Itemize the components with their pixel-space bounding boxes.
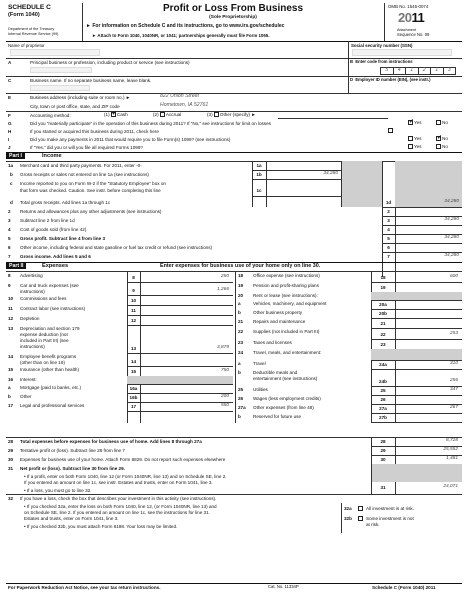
expense-line-num: 23 [238, 339, 244, 345]
expense-line-label: Deductible meals and [253, 369, 298, 375]
expense-line-num: a [238, 360, 241, 366]
expense-line-num: b [238, 369, 241, 375]
line-31-instruction-1b: If you entered an amount on line 1c, see instr. Estates and trusts, enter on Form 1041, line 3. [24, 480, 213, 485]
expense-line-box: 12 [130, 318, 137, 324]
expense-amount-field[interactable]: 250 [220, 274, 229, 280]
line-32-instruction-2: • If you checked 32b, you must attach Form 6198. Your loss may be limited. [24, 524, 178, 529]
line-6-box: 6 [387, 245, 390, 250]
expense-amount-field[interactable]: 750 [220, 367, 229, 373]
info-line-1: ► For information on Schedule C and its instructions, go to www.irs.gov/schedulec [86, 23, 285, 29]
line-1b-num: b [10, 172, 13, 177]
line-28-num: 28 [8, 439, 14, 444]
line-2-label: Returns and allowances plus any other adjustments (see instructions) [20, 209, 162, 214]
line-32b-label-1: Some investment is not [366, 516, 414, 521]
line-i-yes[interactable]: Yes [408, 136, 422, 141]
expense-line-box: 22 [380, 331, 386, 337]
dept-line-1: Department of the Treasury [8, 27, 55, 31]
expense-line-label: Utilities [253, 386, 268, 392]
ssn-field[interactable] [352, 49, 452, 56]
line-32-instruction-1c: Estates and trusts, enter on Form 1041, line 3. [24, 516, 119, 521]
expense-line-label: Insurance (other than health) [20, 366, 79, 372]
line-31-box: 31 [380, 485, 386, 490]
business-code-boxes[interactable] [380, 67, 456, 75]
line-30-num: 30 [8, 457, 14, 462]
line-32b-label-2: at risk. [366, 522, 380, 527]
line-3-box: 3 [387, 218, 390, 223]
line-31-instruction-1: • If a profit, enter on both Form 1040, line 12 (or Form 1040NR, line 13) and on Schedule SE, line 2. [24, 474, 227, 479]
city-state-zip-field[interactable]: Hometown, IA 52761 [160, 102, 209, 108]
principal-business-field[interactable] [30, 67, 92, 73]
expense-line-label-cont: (other than on line 19) [20, 359, 65, 365]
expense-line-label: Pension and profit-sharing plans [253, 283, 319, 289]
business-address-field[interactable]: 822 Union Street [160, 93, 199, 99]
expense-line-num: 10 [8, 296, 14, 302]
line-29-label: Tentative profit or (loss). Subtract line 28 from line 7 [20, 448, 125, 453]
line-32a-label: All investment is at risk. [366, 506, 414, 511]
expense-line-box: 27a [379, 406, 387, 412]
line-5-num: 5 [8, 236, 11, 241]
expense-amount-field[interactable]: 253 [449, 330, 458, 336]
expense-line-box: 13 [130, 345, 137, 351]
expense-amount-field[interactable]: 310 [449, 360, 458, 366]
expense-line-num: 14 [8, 353, 14, 359]
line-1a-num: 1a [8, 163, 14, 168]
expense-line-num: 9 [8, 283, 11, 289]
expense-line-num: a [8, 384, 11, 390]
form-title: Profit or Loss From Business [162, 3, 304, 14]
line-f-label: Accounting method: [30, 113, 71, 118]
line-e-label-2: City, town or post office, state, and ZIP code [30, 104, 120, 109]
expense-line-label-cont: included in Part III) (see [20, 338, 69, 344]
code-digit: 4 [394, 68, 407, 74]
expense-line-label: Commissions and fees [20, 296, 67, 302]
checkbox-icon [408, 136, 413, 141]
expense-line-label: Employee benefit programs [20, 353, 77, 359]
line-6-num: 6 [8, 245, 11, 250]
checkbox-icon[interactable] [358, 506, 363, 511]
tax-year: 2011 [398, 10, 425, 25]
line-29-box: 29 [380, 448, 386, 453]
expense-line-num: 19 [238, 283, 244, 289]
expense-line-num: 13 [8, 326, 14, 332]
line-5-box: 5 [387, 236, 390, 241]
line-1d-amount[interactable]: 34,280 [444, 199, 459, 204]
line-g-label: Did you “materially participate” in the operation of this business during 2011? If “No,” see instructions for limit on losses [30, 121, 271, 126]
line-e-label-1: Business address (including suite or room no.) ► [30, 95, 131, 100]
expense-amount-field[interactable]: 600 [449, 274, 458, 280]
line-1c-box: 1c [256, 188, 262, 193]
checkbox-icon [214, 112, 219, 117]
line-31-instruction-2: • If a loss, you must go to line 32. [24, 488, 92, 493]
expense-line-label: Travel [253, 360, 266, 366]
expense-amount-field[interactable]: 347 [449, 386, 458, 392]
line-29-amount[interactable]: 25,552 [443, 447, 458, 452]
expense-line-num: b [238, 414, 241, 420]
line-32b-box: 32b [344, 516, 352, 521]
expense-line-label: Repairs and maintenance [253, 319, 306, 325]
line-g-no[interactable]: No [436, 120, 448, 125]
line-29-num: 29 [8, 448, 14, 453]
expense-line-label: Taxes and licenses [253, 339, 292, 345]
line-30-amount[interactable]: 1,481 [445, 456, 458, 461]
expense-line-num: 12 [8, 316, 14, 322]
expense-line-label: Rent or lease (see instructions): [253, 293, 318, 299]
proprietor-name-label: Name of proprietor [8, 43, 45, 48]
line-a-letter: A [8, 60, 12, 65]
expense-line-num: 11 [8, 306, 13, 312]
expense-line-label: Supplies (not included in Part III) [253, 329, 320, 335]
expense-line-label: Depreciation and section 179 [20, 326, 80, 332]
accounting-cash-option[interactable]: (1) ✓ Cash [104, 112, 128, 117]
line-30-label: Expenses for business use of your home. Attach Form 8829. Do not report such expenses elsewhere [20, 457, 226, 462]
part-2-instruction: Enter expenses for business use of your home only on line 30. [160, 263, 321, 269]
line-5-label: Gross profit. Subtract line 4 from line 3 [20, 236, 106, 241]
part-1-header: Part I [6, 153, 25, 160]
expense-line-num: 25 [238, 386, 244, 392]
line-1b-amount[interactable]: 34,280 [323, 171, 338, 176]
expense-line-label: Other [20, 393, 32, 399]
checkbox-icon[interactable] [358, 516, 363, 521]
expense-line-num: 27a [238, 405, 246, 411]
line-32-label: If you have a loss, check the box that describes your investment in this activity (see instructions). [20, 496, 217, 501]
line-h-label: If you started or acquired this business during 2011, check here [30, 129, 159, 134]
line-7-num: 7 [8, 254, 11, 259]
footer-notice: For Paperwork Reduction Act Notice, see your tax return instructions. [8, 585, 161, 590]
expense-line-label-cont: instructions) [20, 344, 45, 350]
code-digit: 5 [381, 68, 394, 74]
line-6-label: Other income, including federal and state gasoline or fuel tax credit or refund (see instructions) [20, 245, 213, 250]
line-i-letter: I [8, 137, 10, 142]
expense-line-num: 24 [238, 349, 244, 355]
line-1d-box: 1d [385, 200, 392, 205]
footer-form-id: Schedule C (Form 1040) 2011 [372, 585, 436, 590]
expense-line-box: 20b [379, 311, 387, 317]
expense-line-box: 19 [380, 285, 386, 291]
sequence-number: Sequence No. 09 [397, 32, 430, 37]
line-7-amount[interactable]: 34,280 [444, 253, 459, 258]
line-32a-box: 32a [344, 506, 352, 511]
line-2-box: 2 [387, 209, 390, 214]
expense-line-num: b [238, 310, 241, 316]
line-i-no[interactable]: ✓ No [436, 136, 448, 141]
expense-line-num: a [238, 301, 241, 307]
expense-line-box: 16a [129, 385, 138, 391]
expense-line-box: 18 [380, 275, 386, 281]
expense-line-label: Vehicles, machinery, and equipment [253, 301, 327, 307]
expense-amount-field[interactable]: 267 [449, 405, 458, 411]
line-1a-label: Merchant card and third party payments. For 2011, enter -0- [20, 163, 142, 168]
expense-line-label: Travel, meals, and entertainment: [253, 349, 322, 355]
checkbox-icon [111, 112, 116, 117]
line-5-amount[interactable]: 34,280 [444, 235, 459, 240]
part-2-title: Expenses [42, 263, 69, 269]
expense-line-label: Mortgage (paid to banks, etc.) [20, 384, 82, 390]
schedule-label: SCHEDULE C [8, 4, 51, 11]
expense-line-num: 15 [8, 366, 14, 372]
form-label: (Form 1040) [8, 12, 40, 18]
expense-line-label: Advertising [20, 273, 43, 278]
line-j-letter: J [8, 145, 11, 150]
line-h-letter: H [8, 129, 12, 134]
expense-line-num: 16 [8, 376, 14, 382]
expense-line-box: 9 [132, 288, 135, 294]
expense-line-box: 11 [131, 308, 136, 314]
expense-line-box: 21 [380, 321, 386, 327]
line-g-letter: G [8, 121, 12, 126]
expense-line-label: Car and truck expenses (see [20, 283, 79, 289]
line-1c-label-1: Income reported to you on Form W-2 if the “Statutory Employee” box on [20, 181, 166, 186]
line-1b-box: 1b [256, 172, 262, 177]
line-c-label: Business name. If no separate business name, leave blank. [30, 78, 152, 83]
expense-line-box: 14 [130, 358, 137, 364]
line-1c-label-2: that form was checked. Caution. See instr. before completing this line [20, 188, 161, 193]
expense-amount-field[interactable]: 3,879 [216, 344, 229, 350]
expense-line-num: 17 [8, 403, 14, 409]
expense-line-num: 21 [238, 319, 244, 325]
expense-line-box: 26 [380, 397, 386, 403]
expense-line-label: Depletion [20, 316, 40, 322]
footer-cat-no: Cat. No. 11334P [268, 584, 299, 589]
expense-line-box: 10 [130, 298, 137, 304]
expense-line-num: 8 [8, 273, 11, 278]
checkbox-icon [436, 136, 441, 141]
expense-amount-field[interactable]: 550 [220, 403, 229, 409]
line-4-label: Cost of goods sold (from line 42) [20, 227, 87, 232]
expense-line-box: 27b [379, 415, 387, 421]
expense-line-box: 24a [379, 361, 387, 367]
line-28-amount[interactable]: 8,728 [445, 438, 458, 443]
expense-line-label: Wages (less employment credits) [253, 395, 321, 401]
line-1a-box: 1a [256, 163, 262, 168]
dept-line-2: Internal Revenue Service (99) [8, 32, 59, 36]
line-1c-num: c [10, 181, 13, 186]
line-i-label: Did you make any payments in 2011 that would require you to file Form(s) 1099? (see instructions) [30, 137, 231, 142]
part-1-title: Income [42, 153, 62, 159]
code-digit: 2 [419, 68, 432, 74]
expense-line-box: 16b [129, 395, 138, 401]
line-3-label: Subtract line 2 from line 1d [20, 218, 75, 223]
omb-number: OMB No. 1545-0074 [388, 4, 429, 9]
code-digit: 1 [431, 68, 444, 74]
expense-line-label: Other business property [253, 310, 303, 316]
line-1d-label: Total gross receipts. Add lines 1a through 1c [20, 200, 111, 205]
code-digit: 1 [406, 68, 419, 74]
form-subtitle: (Sole Proprietorship) [209, 15, 257, 20]
line-32-instruction-1: • If you checked 32a, enter the loss on both Form 1040, line 12, (or Form 1040NR, line 13) and [24, 504, 217, 509]
line-j-yes[interactable]: Yes [408, 144, 422, 149]
expense-line-box: 20a [379, 302, 387, 308]
line-28-box: 28 [380, 439, 386, 444]
line-e-letter: E [8, 95, 12, 100]
proprietor-name-field[interactable] [10, 49, 100, 56]
checkbox-icon [436, 144, 441, 149]
checkbox-icon [436, 120, 441, 125]
line-g-yes[interactable]: ✓ Yes [408, 120, 422, 125]
expense-amount-field[interactable]: 256 [449, 377, 458, 383]
expense-line-label: Contract labor (see instructions) [20, 306, 86, 312]
expense-line-box: 24b [379, 378, 387, 384]
expense-line-label-cont: expense deduction (not [20, 332, 68, 338]
line-7-box: 7 [387, 254, 390, 259]
line-d-label: D Employer ID number (EIN), (see instr.) [350, 77, 431, 82]
expense-line-box: 23 [380, 341, 386, 347]
line-4-num: 4 [8, 227, 11, 232]
expense-line-num: b [8, 393, 11, 399]
expense-line-label-cont: instructions) [20, 289, 45, 295]
attachment-label: Attachment [397, 28, 417, 32]
line-30-box: 30 [380, 457, 386, 462]
expense-line-label: Reserved for future use [253, 414, 302, 420]
info-line-2: ► Attach to Form 1040, 1040NR, or 1041; partnerships generally must file Form 1065. [92, 33, 270, 38]
line-a-label: Principal business or profession, including product or service (see instructions) [30, 60, 190, 65]
part-2-header: Part II [6, 263, 26, 270]
expense-line-num: 20 [238, 293, 244, 299]
expense-line-label: Legal and professional services [20, 403, 85, 409]
line-1b-label: Gross receipts or sales not entered on line 1a (see instructions) [20, 172, 149, 177]
line-1d-num: d [10, 200, 13, 205]
accounting-accrual-option[interactable]: (2) Accrual [153, 112, 182, 117]
line-b-label: B Enter code from instructions [350, 59, 413, 64]
line-32-instruction-1b: on Schedule SE, line 2. If you entered an amount on line 1c, see the instructions for line 31. [24, 510, 210, 515]
line-3-amount[interactable]: 34,280 [444, 217, 459, 222]
expense-line-num: 22 [238, 329, 244, 335]
expense-line-label-cont: entertainment (see instructions) [253, 375, 318, 381]
expense-line-label: Interest: [20, 376, 37, 382]
expense-line-box: 8 [132, 275, 135, 281]
expense-line-box: 17 [130, 404, 137, 410]
checkbox-icon [388, 128, 393, 133]
expense-line-num: 18 [238, 273, 244, 278]
line-4-box: 4 [387, 227, 390, 232]
line-31-label: Net profit or (loss). Subtract line 30 from line 29. [20, 466, 125, 471]
line-c-letter: C [8, 78, 12, 83]
expense-line-label: Office expense (see instructions) [253, 273, 320, 278]
line-28-label: Total expenses before expenses for business use of home. Add lines 8 through 27a [20, 439, 202, 444]
line-j-no[interactable]: No [436, 144, 448, 149]
line-2-num: 2 [8, 209, 11, 214]
line-7-label: Gross income. Add lines 5 and 6 [20, 254, 91, 259]
expense-line-box: 15 [130, 368, 137, 374]
line-j-label: If “Yes,” did you or will you file all required Forms 1099? [30, 145, 143, 150]
line-31-amount[interactable]: 24,071 [443, 484, 458, 489]
checkbox-icon [408, 120, 413, 125]
ssn-label: Social security number (SSN) [351, 43, 413, 48]
line-32-num: 32 [8, 496, 14, 501]
expense-amount-field[interactable]: 200 [220, 394, 229, 400]
checkbox-icon [160, 112, 165, 117]
expense-line-num: 26 [238, 395, 244, 401]
expense-line-box: 25 [380, 387, 386, 393]
line-h-check[interactable] [388, 128, 394, 133]
checkbox-icon [408, 144, 413, 149]
business-name-field[interactable] [30, 85, 90, 91]
code-digit: 3 [447, 67, 451, 73]
line-3-num: 3 [8, 218, 11, 223]
line-31-num: 31 [8, 466, 14, 471]
line-f-letter: F [8, 113, 11, 118]
expense-amount-field[interactable]: 1,266 [216, 287, 229, 293]
accounting-other-option[interactable]: (3) Other (specify) ► [207, 112, 256, 117]
expense-line-label: Other expenses (from line 48) [253, 405, 314, 411]
